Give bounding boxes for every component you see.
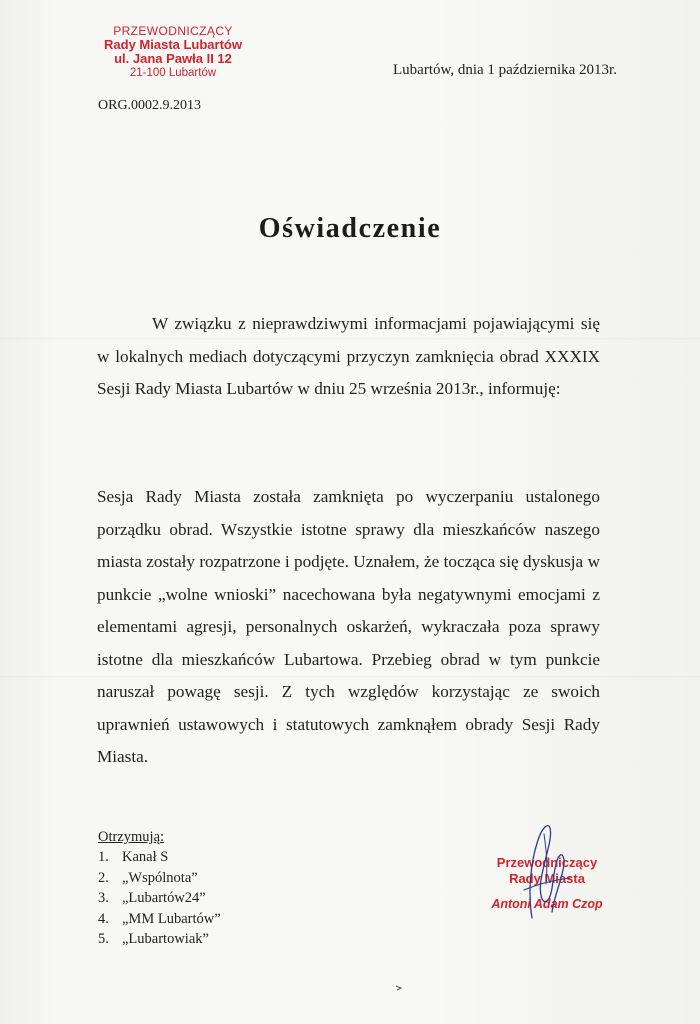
list-item-name: „Wspólnota” <box>122 869 198 886</box>
list-item <box>98 888 221 908</box>
recipients-list <box>98 827 221 949</box>
list-item-number: 2. <box>98 869 109 886</box>
list-item <box>98 929 221 949</box>
list-item <box>98 868 221 888</box>
stamp-line: Rady Miasta Lubartów <box>104 37 242 52</box>
chairman-address-stamp <box>88 24 258 80</box>
handwritten-signature <box>508 814 578 924</box>
body-paragraph: W związku z nieprawdziwymi informacjami pojawiającymi się w lokalnych mediach dotyczącymi przyczyn zamknięcia obrad XXXIX Sesji Rady Miasta Lubartów w dniu 25 września 2013r., informuję: <box>97 314 600 398</box>
stamp-line: ul. Jana Pawła II 12 <box>114 51 232 66</box>
list-item-name: „Lubartowiak” <box>122 931 209 948</box>
reference-number: ORG.0002.9.2013 <box>98 98 202 113</box>
signatory-name: Antoni Adam Czop <box>491 897 603 911</box>
paper-speck <box>394 983 404 993</box>
list-item-number: 4. <box>98 910 109 927</box>
date-line: Lubartów, dnia 1 października 2013r. <box>393 62 617 78</box>
signature-stamp-line: Przewodniczący <box>496 855 598 870</box>
list-item <box>98 909 221 929</box>
recipients-heading: Otrzymują: <box>98 829 165 845</box>
list-item-number: 1. <box>98 849 109 866</box>
list-item-name: „MM Lubartów” <box>122 910 221 927</box>
list-item-name: „Lubartów24” <box>122 890 206 907</box>
list-item <box>98 847 221 867</box>
document-title: Oświadczenie <box>258 213 442 244</box>
list-item-number: 5. <box>98 931 109 948</box>
stamp-line: 21-100 Lubartów <box>129 67 217 79</box>
list-item-name: Kanał S <box>122 849 169 866</box>
list-item-number: 3. <box>98 890 109 907</box>
signature-stamp-line: Rady Miasta <box>509 871 585 886</box>
stamp-line: PRZEWODNICZĄCY <box>113 24 233 38</box>
body-paragraph: Sesja Rady Miasta została zamknięta po wyczerpaniu ustalonego porządku obrad. Wszystkie istotne sprawy dla mieszkańców naszego miasta zostały rozpatrzone i podjęte. Uznałem, że tocząca się dyskusja w punkcie „wolne wnioski” nacechowana była negatywnymi emocjami z elementami agresji, personalnych oskarżeń, wykraczała poza sprawy istotne dla mieszkańców Lubartowa. Przebieg obrad w tym punkcie naruszał powagę sesji. Z tych względów korzystając ze swoich uprawnień ustawowych i statutowych zamknąłem obrady Sesji Rady Miasta. <box>97 487 600 766</box>
